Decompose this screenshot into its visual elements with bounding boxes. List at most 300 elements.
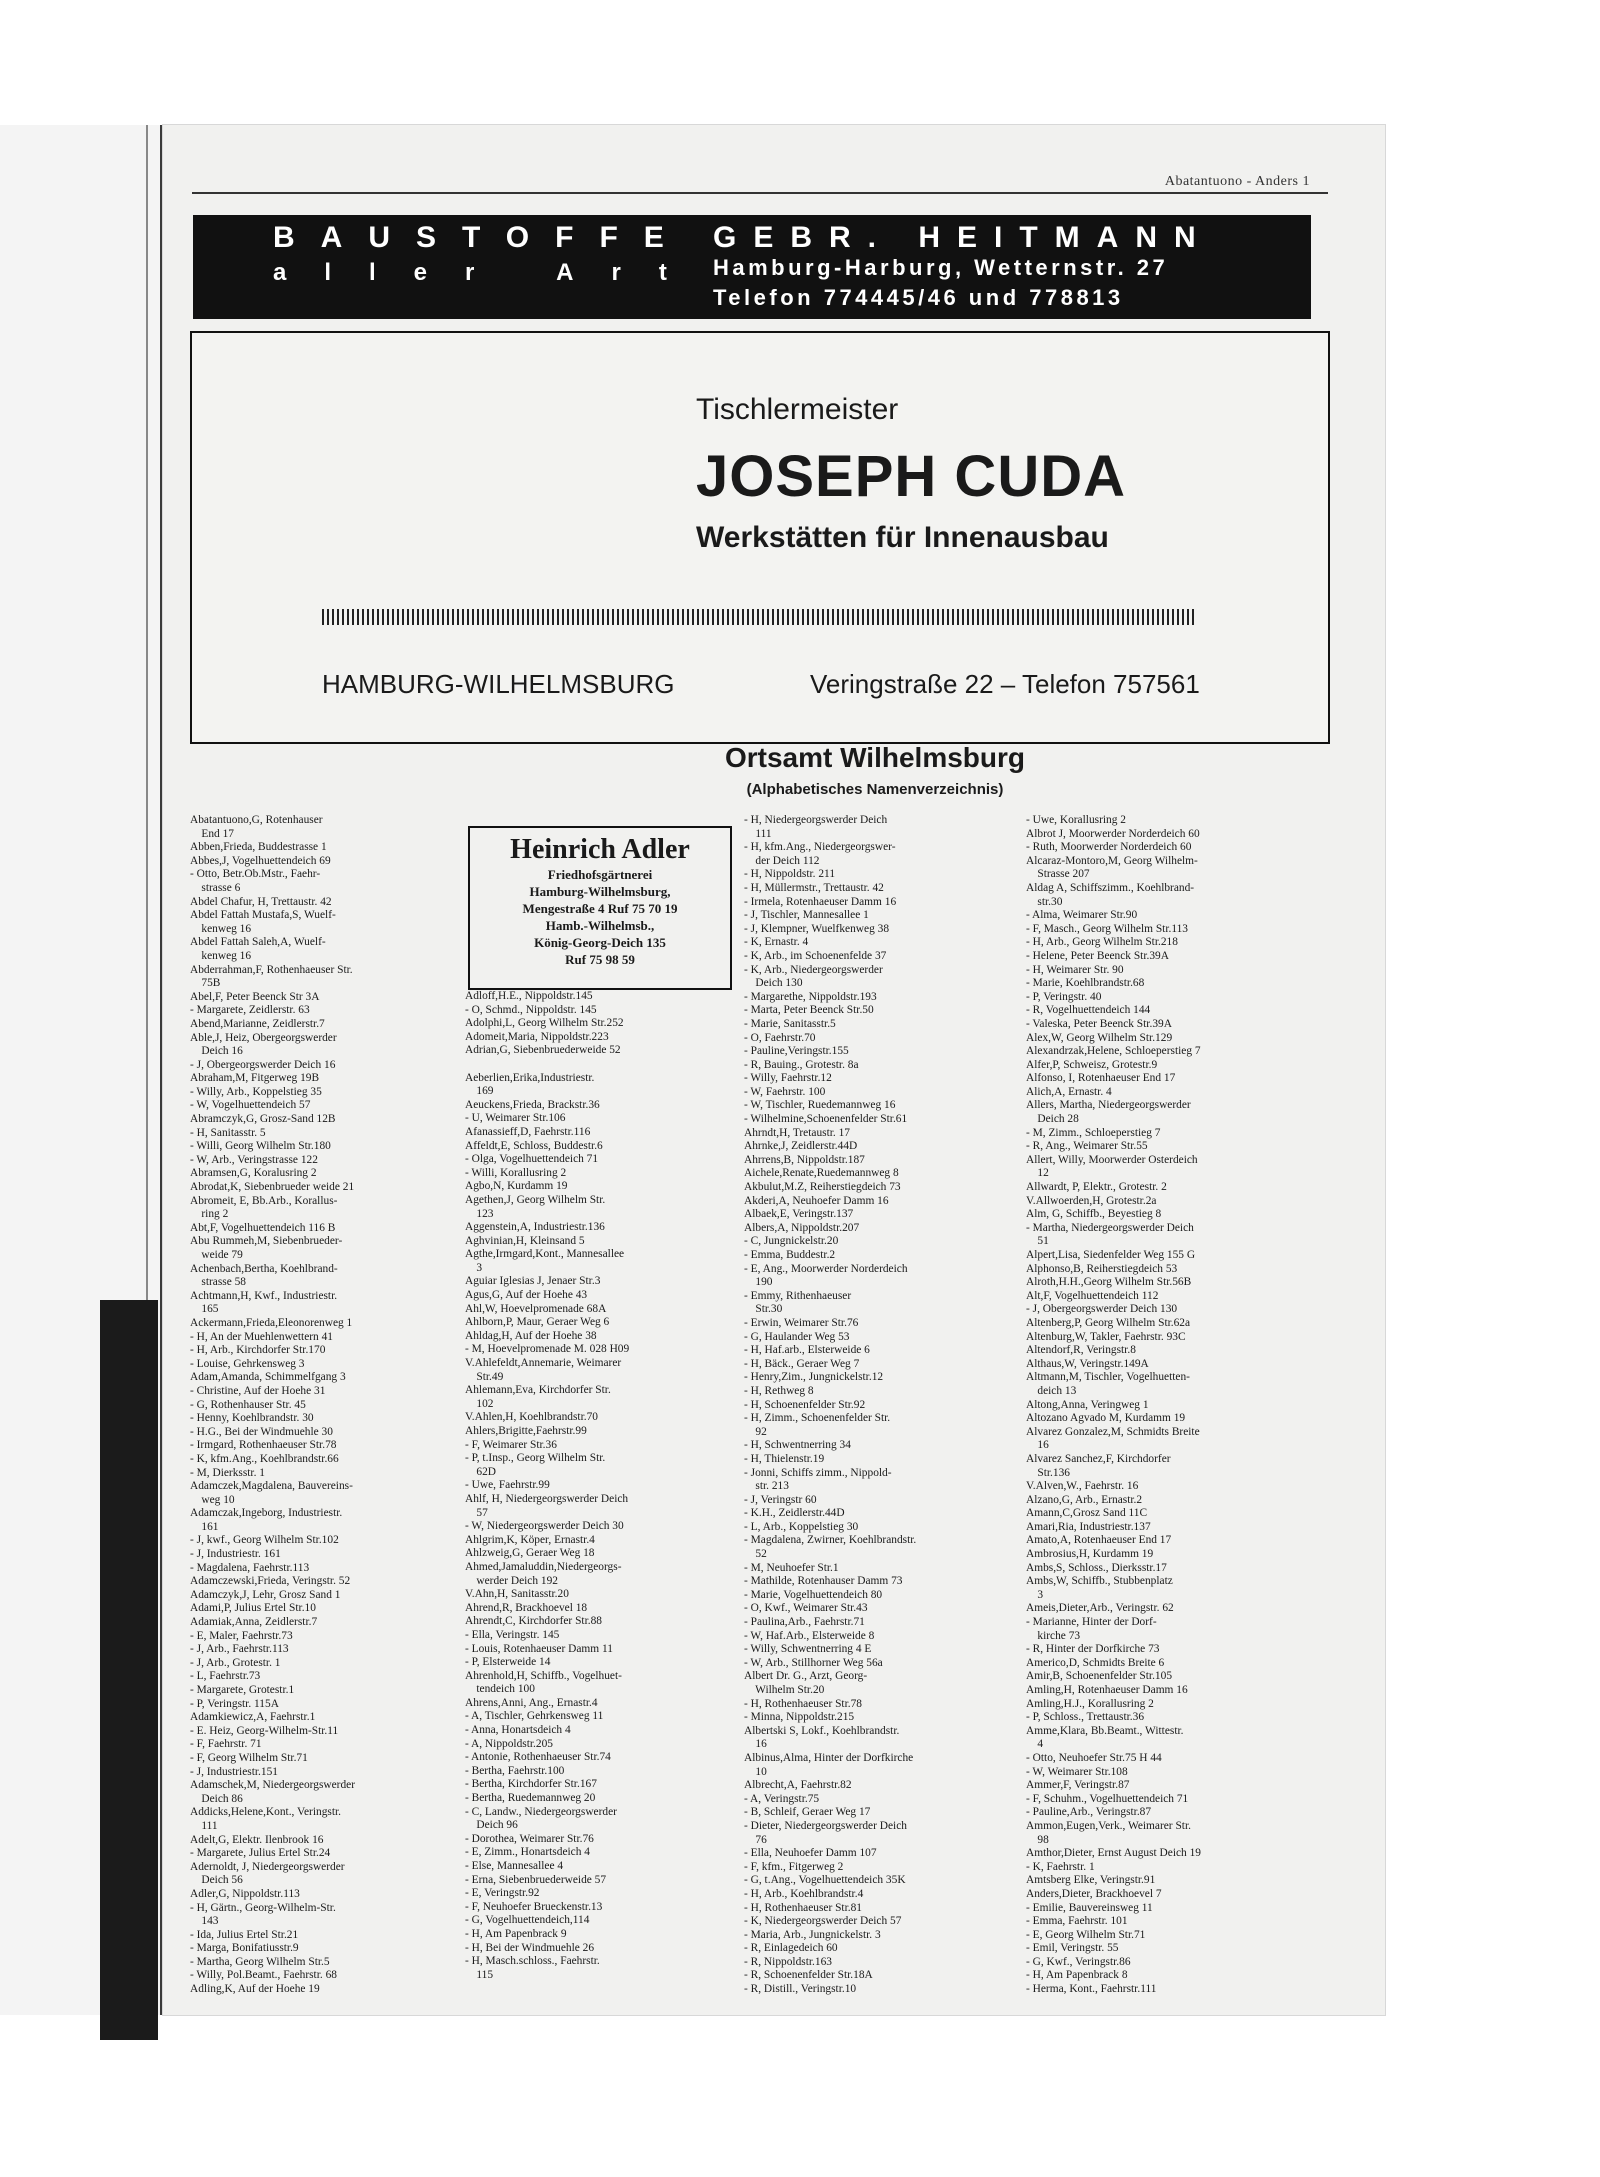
header-rule	[192, 192, 1328, 194]
directory-entry: Ahl,W, Hoevelpromenade 68A	[465, 1302, 607, 1315]
directory-entry: 12	[1026, 1167, 1049, 1180]
directory-entry: - Ella, Veringstr. 145	[465, 1628, 560, 1641]
adler-line: Hamburg-Wilhelmsburg,	[529, 884, 671, 899]
directory-entry: Adloff,H.E., Nippoldstr.145	[465, 990, 593, 1002]
cuda-description: Werkstätten für Innenausbau	[696, 521, 1109, 554]
directory-entry: Allwardt, P, Elektr., Grotestr. 2	[1026, 1181, 1167, 1194]
directory-entry: - P, Schloss., Trettaustr.36	[1026, 1711, 1145, 1724]
directory-entry: Ahrenhold,H, Schiffb., Vogelhuet-	[465, 1669, 622, 1682]
adler-advertisement	[468, 826, 732, 990]
directory-entry: Ahlers,Brigitte,Faehrstr.99	[465, 1425, 587, 1437]
banner-phone: Telefon 774445/46 und 778813	[713, 285, 1124, 310]
directory-entry: Allert, Willy, Moorwerder Osterdeich	[1026, 1153, 1198, 1166]
directory-entry: - Minna, Nippoldstr.215	[744, 1711, 855, 1724]
directory-entry: Abdel Chafur, H, Trettaustr. 42	[190, 895, 332, 908]
directory-entry: Adamczak,Ingeborg, Industriestr.	[190, 1507, 343, 1520]
directory-entry: Anders,Dieter, Brackhoevel 7	[1026, 1887, 1162, 1900]
directory-entry: Ackermann,Frieda,Eleonorenweg 1	[190, 1316, 353, 1329]
directory-entry: Adamkiewicz,A, Faehrstr.1	[190, 1711, 316, 1724]
directory-entry: - H, Rothenhaeuser Str.78	[744, 1697, 862, 1710]
directory-entry: V.Ahlefeldt,Annemarie, Weimarer	[465, 1357, 622, 1370]
directory-entry: - E, Zimm., Honartsdeich 4	[465, 1846, 590, 1859]
directory-entry: - Valeska, Peter Beenck Str.39A	[1026, 1017, 1172, 1030]
directory-entry: - R, Schoenenfelder Str.18A	[744, 1969, 873, 1982]
banner-address: Hamburg-Harburg, Wetternstr. 27	[713, 255, 1169, 280]
directory-entry: - H, Schwentnerring 34	[744, 1439, 851, 1452]
directory-entry	[465, 1058, 735, 1072]
directory-entry: - Pauline,Veringstr.155	[744, 1045, 849, 1058]
banner-left-line1: BAUSTOFFE	[273, 221, 690, 254]
adler-line: Hamb.-Wilhelmsb.,	[545, 918, 655, 933]
directory-entry: Altong,Anna, Veringweg 1	[1026, 1398, 1149, 1411]
adler-line: Friedhofsgärtnerei	[547, 867, 653, 882]
cuda-address: Veringstraße 22 – Telefon 757561	[810, 669, 1200, 699]
directory-entry: Str.30	[744, 1303, 783, 1316]
directory-entry: - L, Arb., Koppelstieg 30	[744, 1520, 859, 1533]
directory-entry: Agbo,N, Kurdamm 19	[465, 1180, 568, 1193]
directory-entry: Ambs,S, Schloss., Dierksstr.17	[1026, 1561, 1167, 1574]
directory-entry: - Dorothea, Weimarer Str.76	[465, 1832, 594, 1845]
directory-entry: kirche 73	[1026, 1629, 1081, 1642]
directory-entry: - H, Rothenhaeuser Str.81	[744, 1901, 862, 1914]
directory-entry: Albers,A, Nippoldstr.207	[744, 1221, 860, 1234]
directory-entry: - H, Am Papenbrack 8	[1026, 1969, 1128, 1982]
directory-entry: - Emil, Veringstr. 55	[1026, 1942, 1119, 1955]
book-binding-shadow	[100, 1300, 158, 2040]
directory-entry: - F, Neuhoefer Brueckenstr.13	[465, 1900, 603, 1913]
cuda-city: HAMBURG-WILHELMSBURG	[322, 669, 675, 699]
directory-entry: 165	[190, 1303, 219, 1316]
directory-entry: Agethen,J, Georg Wilhelm Str.	[465, 1193, 606, 1206]
directory-entry: - E. Heiz, Georg-Wilhelm-Str.11	[190, 1724, 339, 1737]
directory-entry: Albrot J, Moorwerder Norderdeich 60	[1026, 827, 1200, 840]
directory-entry: - J, Obergeorgswerder Deich 130	[1026, 1303, 1178, 1316]
directory-entry: - Bertha, Kirchdorfer Str.167	[465, 1778, 597, 1791]
directory-entry: - Otto, Betr.Ob.Mstr., Faehr-	[190, 868, 321, 881]
cuda-name: JOSEPH CUDA	[696, 444, 1126, 509]
directory-entry: - J, Industriestr.151	[190, 1765, 278, 1778]
directory-entry: Ambs,W, Schiffb., Stubbenplatz	[1026, 1575, 1173, 1588]
directory-entry: - H, Arb., Kirchdorfer Str.170	[190, 1344, 326, 1357]
directory-entry: Alt,F, Vogelhuettendeich 112	[1026, 1289, 1159, 1302]
directory-entry: - Henny, Koehlbrandstr. 30	[190, 1412, 314, 1425]
directory-entry: - H, Arb., Georg Wilhelm Str.218	[1026, 936, 1178, 949]
directory-entry: Str.136	[1026, 1466, 1070, 1479]
directory-entry: Ahlf, H, Niedergeorgswerder Deich	[465, 1492, 629, 1505]
directory-entry: - L, Faehrstr.73	[190, 1670, 261, 1683]
directory-entry: Ambrosius,H, Kurdamm 19	[1026, 1548, 1154, 1561]
directory-entry: - Jonni, Schiffs zimm., Nippold-	[744, 1466, 892, 1479]
directory-entry: 111	[190, 1819, 218, 1832]
directory-entry: - Otto, Neuhoefer Str.75 H 44	[1026, 1751, 1162, 1764]
adler-name: Heinrich Adler	[510, 834, 690, 865]
directory-entry: str. 213	[744, 1480, 789, 1493]
directory-entry: Afanassieff,D, Faehrstr.116	[465, 1125, 591, 1138]
directory-entry: Adamczewski,Frieda, Veringstr. 52	[190, 1575, 351, 1588]
directory-entry: Albaek,E, Veringstr.137	[744, 1208, 854, 1221]
directory-entry: - A, Nippoldstr.205	[465, 1737, 553, 1750]
directory-entry: 75B	[190, 977, 221, 990]
directory-entry: - O, Kwf., Weimarer Str.43	[744, 1602, 868, 1615]
directory-entry: strasse 58	[190, 1276, 246, 1289]
directory-entry: Amling,H, Rotenhaeuser Damm 16	[1026, 1684, 1188, 1696]
directory-entry: Aichele,Renate,Ruedemannweg 8	[744, 1167, 899, 1180]
directory-entry: 4	[1026, 1738, 1044, 1751]
directory-entry: - J, Obergeorgswerder Deich 16	[190, 1058, 336, 1071]
directory-entry: Alich,A, Ernastr. 4	[1026, 1085, 1112, 1098]
directory-entry: - H, Sanitasstr. 5	[190, 1126, 266, 1139]
directory-entry: - Else, Mannesallee 4	[465, 1860, 564, 1872]
directory-entry: Ahlemann,Eva, Kirchdorfer Str.	[465, 1384, 611, 1397]
directory-entry: weide 79	[190, 1249, 243, 1261]
directory-entry: - Helene, Peter Beenck Str.39A	[1026, 949, 1169, 962]
directory-entry: - Willy, Schwentnerring 4 E	[744, 1643, 872, 1656]
directory-entry: 169	[465, 1085, 494, 1098]
directory-entry: - A, Veringstr.75	[744, 1792, 820, 1805]
directory-entry: - Erna, Siebenbruederweide 57	[465, 1873, 607, 1886]
directory-entry: - H, Rethweg 8	[744, 1384, 814, 1397]
directory-entry: - K.H., Zeidlerstr.44D	[744, 1507, 845, 1520]
directory-entry: - J, Industriestr. 161	[190, 1548, 281, 1561]
directory-entry: - P, t.Insp., Georg Wilhelm Str.	[465, 1452, 606, 1465]
directory-entry: - Bertha, Ruedemannweg 20	[465, 1792, 596, 1805]
directory-entry: Amann,C,Grosz Sand 11C	[1026, 1507, 1148, 1520]
adler-line: Mengestraße 4 Ruf 75 70 19	[522, 901, 678, 916]
directory-entry: Deich 96	[465, 1819, 518, 1832]
directory-entry: Amir,B, Schoenenfelder Str.105	[1026, 1670, 1173, 1683]
directory-entry: - G, Rothenhauser Str. 45	[190, 1398, 306, 1411]
directory-entry: - H, Haf.arb., Elsterweide 6	[744, 1344, 870, 1357]
directory-entry: Abderrahman,F, Rothenhaeuser Str.	[190, 963, 353, 976]
directory-entry: Albrecht,A, Faehrstr.82	[744, 1779, 852, 1792]
directory-entry: Agthe,Irmgard,Kont., Mannesallee	[465, 1248, 625, 1261]
directory-entry: Aghvinian,H, Kleinsand 5	[465, 1234, 585, 1247]
directory-entry: - Alma, Weimarer Str.90	[1026, 909, 1138, 922]
directory-entry: Str.49	[465, 1370, 504, 1383]
directory-entry: - M, Hoevelpromenade M. 028 H09	[465, 1343, 630, 1356]
directory-entry: 3	[1026, 1588, 1044, 1601]
directory-entry: - Mathilde, Rotenhauser Damm 73	[744, 1575, 903, 1588]
directory-entry: - J, Arb., Grotestr. 1	[190, 1656, 281, 1669]
directory-entry: - H, kfm.Ang., Niedergeorgswer-	[744, 841, 896, 854]
cuda-subtitle: Tischlermeister	[696, 393, 899, 426]
directory-entry: Adling,K, Auf der Hoehe 19	[190, 1983, 320, 1996]
directory-entry: - J, Arb., Faehrstr.113	[190, 1643, 289, 1656]
directory-entry: 123	[465, 1207, 494, 1220]
directory-entry: Abrodat,K, Siebenbrueder weide 21	[190, 1181, 355, 1194]
directory-entry: V.Ahlen,H, Koehlbrandstr.70	[465, 1411, 598, 1424]
directory-entry: Allers, Martha, Niedergeorgswerder	[1026, 1099, 1191, 1112]
cuda-advertisement	[190, 331, 1330, 744]
directory-entry: Adolphi,L, Georg Wilhelm Str.252	[465, 1017, 624, 1030]
directory-entry: Abramczyk,G, Grosz-Sand 12B	[190, 1113, 336, 1126]
directory-entry: Adomeit,Maria, Nippoldstr.223	[465, 1030, 609, 1043]
directory-entry: - E, Veringstr.92	[465, 1887, 540, 1900]
directory-entry: Abel,F, Peter Beenck Str 3A	[190, 990, 320, 1003]
directory-entry: ring 2	[190, 1208, 229, 1221]
directory-entry: - O, Faehrstr.70	[744, 1031, 816, 1044]
directory-entry: Deich 56	[190, 1874, 243, 1887]
directory-entry: der Deich 112	[744, 854, 820, 867]
directory-entry: Able,J, Heiz, Obergeorgswerder	[190, 1031, 337, 1044]
directory-entry: - E, Georg Wilhelm Str.71	[1026, 1928, 1146, 1941]
directory-entry: 76	[744, 1833, 767, 1846]
section-title: Ortsamt Wilhelmsburg	[724, 742, 1025, 773]
directory-entry: - F, Georg Wilhelm Str.71	[190, 1751, 308, 1764]
directory-entry: 115	[465, 1968, 494, 1981]
directory-entry: Ahldag,H, Auf der Hoehe 38	[465, 1329, 597, 1342]
directory-entry: - Emma, Buddestr.2	[744, 1249, 836, 1261]
directory-entry: Strasse 207	[1026, 868, 1090, 881]
directory-entry: 57	[465, 1506, 488, 1519]
directory-entry: Abu Rummeh,M, Siebenbrueder-	[190, 1235, 343, 1248]
directory-entry: - G, Vogelhuettendeich,114	[465, 1914, 590, 1927]
directory-entry: - M, Zimm., Schloeperstieg 7	[1026, 1126, 1161, 1139]
directory-entry: Altenberg,P, Georg Wilhelm Str.62a	[1026, 1316, 1191, 1329]
directory-entry: - Irmgard, Rothenhaeuser Str.78	[190, 1439, 337, 1452]
banner-company: GEBR. HEITMANN	[713, 221, 1213, 254]
directory-entry: - Margarethe, Nippoldstr.193	[744, 990, 877, 1003]
directory-entry: 143	[190, 1915, 219, 1928]
directory-entry: weg 10	[190, 1493, 235, 1506]
directory-entry: Aldag A, Schiffszimm., Koehlbrand-	[1026, 881, 1195, 894]
directory-entry: - R, Distill., Veringstr.10	[744, 1983, 857, 1996]
directory-entry: Amling,H.J., Korallusring 2	[1026, 1697, 1154, 1710]
directory-entry: Agus,G, Auf der Hoehe 43	[465, 1289, 588, 1302]
directory-entry: - Irmela, Rotenhaeuser Damm 16	[744, 895, 897, 908]
directory-entry: 190	[744, 1276, 773, 1289]
directory-entry: - Margarete, Grotestr.1	[190, 1684, 295, 1696]
directory-entry: - G, Haulander Weg 53	[744, 1330, 850, 1343]
directory-entry: Ahrnke,J, Zeidlerstr.44D	[744, 1140, 858, 1153]
directory-entry: - Willy, Arb., Koppelstieg 35	[190, 1085, 322, 1098]
directory-entry: 62D	[465, 1465, 497, 1478]
directory-entry: - Willy, Faehrstr.12	[744, 1072, 832, 1085]
directory-entry: Adernoldt, J, Niedergeorgswerder	[190, 1860, 345, 1873]
directory-entry: - U, Weimarer Str.106	[465, 1112, 566, 1125]
directory-entry: Adami,P, Julius Ertel Str.10	[190, 1602, 316, 1615]
directory-entry: Ahrndt,H, Tretaustr. 17	[744, 1126, 851, 1139]
directory-entry: - B, Schleif, Geraer Weg 17	[744, 1806, 871, 1819]
directory-entry: - W, Arb., Stillhorner Weg 56a	[744, 1656, 883, 1669]
directory-column-1	[190, 814, 425, 1997]
directory-entry: Ahlzweig,G, Geraer Weg 18	[465, 1547, 595, 1560]
directory-entry: - W, Haf.Arb., Elsterweide 8	[744, 1629, 875, 1642]
directory-entry: - R, Vogelhuettendeich 144	[1026, 1004, 1151, 1017]
cuda-decorative-rule	[322, 609, 1194, 625]
directory-entry: 161	[190, 1520, 219, 1533]
directory-entry: tendeich 100	[465, 1683, 535, 1696]
directory-entry: Alcaraz-Montoro,M, Georg Wilhelm-	[1026, 854, 1198, 867]
directory-entry: 10	[744, 1765, 767, 1778]
directory-entry: Altendorf,R, Veringstr.8	[1026, 1344, 1136, 1357]
directory-entry: Deich 86	[190, 1792, 243, 1805]
directory-entry: - R, Einlagedeich 60	[744, 1942, 838, 1955]
directory-entry: - H, Weimarer Str. 90	[1026, 963, 1124, 976]
directory-entry: V.Allwoerden,H, Grotestr.2a	[1026, 1194, 1157, 1207]
directory-entry: - H, Schoenenfelder Str.92	[744, 1398, 866, 1411]
directory-entry: - G, Kwf., Veringstr.86	[1026, 1955, 1131, 1968]
directory-entry: 3	[465, 1261, 483, 1274]
directory-entry: Abt,F, Vogelhuettendeich 116 B	[190, 1221, 336, 1234]
directory-entry: - Martha, Georg Wilhelm Str.5	[190, 1955, 330, 1968]
directory-entry: - Wilhelmine,Schoenenfelder Str.61	[744, 1113, 908, 1126]
directory-entry: - Dieter, Niedergeorgswerder Deich	[744, 1819, 907, 1832]
directory-entry: - Emilie, Bauvereinsweg 11	[1026, 1901, 1153, 1914]
directory-entry: - Marie, Sanitasstr.5	[744, 1017, 836, 1030]
directory-entry: - Maria, Arb., Jungnickelstr. 3	[744, 1928, 881, 1941]
directory-entry: Abdel Fattah Saleh,A, Wuelf-	[190, 936, 326, 949]
directory-entry: Addicks,Helene,Kont., Veringstr.	[190, 1806, 342, 1819]
directory-entry: Achenbach,Bertha, Koehlbrand-	[190, 1262, 338, 1275]
directory-column-2	[465, 990, 735, 1982]
directory-entry: - J, kwf., Georg Wilhelm Str.102	[190, 1534, 339, 1547]
directory-entry: Ahrrens,B, Nippoldstr.187	[744, 1153, 865, 1166]
directory-entry: - E, Ang., Moorwerder Norderdeich	[744, 1262, 908, 1275]
directory-entry: - H.G., Bei der Windmuehle 30	[190, 1425, 333, 1438]
directory-entry: Ahrendt,C, Kirchdorfer Str.88	[465, 1615, 602, 1628]
banner-left-line2: aller Art	[273, 259, 705, 286]
directory-entry: - Louis, Rotenhaeuser Damm 11	[465, 1642, 613, 1655]
directory-entry: strasse 6	[190, 881, 241, 894]
directory-entry: Althaus,W, Veringstr.149A	[1026, 1357, 1149, 1370]
directory-entry: - C, Jungnickelstr.20	[744, 1235, 839, 1248]
directory-column-4	[1026, 814, 1308, 1997]
directory-entry: Deich 28	[1026, 1113, 1079, 1126]
directory-entry: V.Alven,W., Faehrstr. 16	[1026, 1480, 1139, 1493]
directory-entry: str.30	[1026, 895, 1063, 908]
directory-entry: Aeberlien,Erika,Industriestr.	[465, 1071, 595, 1084]
directory-entry: Affeldt,E, Schloss, Buddestr.6	[465, 1139, 603, 1152]
directory-entry: - H, Gärtn., Georg-Wilhelm-Str.	[190, 1901, 336, 1914]
directory-entry: - H, Müllermstr., Trettaustr. 42	[744, 881, 884, 894]
directory-entry: - R, Hinter der Dorfkirche 73	[1026, 1643, 1160, 1656]
directory-entry: kenweg 16	[190, 949, 252, 962]
directory-entry: - W, Weimarer Str.108	[1026, 1765, 1128, 1778]
directory-entry: End 17	[190, 827, 234, 840]
directory-entry: 16	[744, 1738, 767, 1751]
directory-entry: - Pauline,Arb., Veringstr.87	[1026, 1806, 1152, 1819]
directory-entry: - Martha, Niedergeorgswerder Deich	[1026, 1221, 1194, 1234]
directory-entry: 52	[744, 1548, 767, 1561]
directory-entry: - Marta, Peter Beenck Str.50	[744, 1004, 874, 1017]
directory-entry: - G, t.Ang., Vogelhuettendeich 35K	[744, 1874, 906, 1887]
directory-entry: - Herma, Kont., Faehrstr.111	[1026, 1983, 1157, 1996]
directory-entry: - F, kfm., Fitgerweg 2	[744, 1860, 844, 1873]
directory-entry: - F, Masch., Georg Wilhelm Str.113	[1026, 922, 1188, 935]
directory-entry: - H, Niedergeorgswerder Deich	[744, 814, 888, 826]
directory-entry: Ahrend,R, Brackhoevel 18	[465, 1601, 588, 1614]
running-head: Abatantuono - Anders 1	[1164, 174, 1310, 189]
directory-entry: Alfer,P, Schweisz, Grotestr.9	[1026, 1058, 1158, 1071]
directory-entry: - M, Dierksstr. 1	[190, 1466, 265, 1479]
directory-entry: Amme,Klara, Bb.Beamt., Wittestr.	[1026, 1724, 1184, 1737]
directory-entry: - H, Bei der Windmuehle 26	[465, 1941, 595, 1954]
directory-entry: V.Ahn,H, Sanitasstr.20	[465, 1588, 569, 1601]
directory-entry: - Ruth, Moorwerder Norderdeich 60	[1026, 841, 1192, 854]
directory-entry: - H, Nippoldstr. 211	[744, 868, 836, 881]
directory-entry: - F, Schuhm., Vogelhuettendeich 71	[1026, 1792, 1189, 1805]
directory-entry: - W, Faehrstr. 100	[744, 1085, 826, 1098]
directory-entry: - C, Landw., Niedergeorgswerder	[465, 1805, 617, 1818]
directory-entry: Adamczek,Magdalena, Bauvereins-	[190, 1480, 353, 1493]
directory-entry: Adrian,G, Siebenbruederweide 52	[465, 1044, 621, 1057]
directory-entry: - Willi, Georg Wilhelm Str.180	[190, 1140, 331, 1153]
directory-entry: Albertski S, Lokf., Koehlbrandstr.	[744, 1724, 900, 1737]
directory-entry: - Uwe, Korallusring 2	[1026, 814, 1126, 826]
directory-entry: Alexandrzak,Helene, Schloeperstieg 7	[1026, 1045, 1201, 1058]
directory-entry: Alzano,G, Arb., Ernastr.2	[1026, 1493, 1143, 1506]
directory-entry: - Olga, Vogelhuettendeich 71	[465, 1153, 599, 1166]
directory-entry: Ahlgrim,K, Köper, Ernastr.4	[465, 1533, 595, 1546]
directory-entry: kenweg 16	[190, 922, 252, 935]
directory-column-3	[744, 814, 1004, 1997]
directory-entry: - A, Tischler, Gehrkensweg 11	[465, 1710, 604, 1723]
directory-entry: - Ella, Neuhoefer Damm 107	[744, 1847, 877, 1860]
directory-entry: - H, Zimm., Schoenenfelder Str.	[744, 1412, 891, 1425]
directory-entry: - Emma, Faehrstr. 101	[1026, 1915, 1128, 1928]
directory-entry: Deich 16	[190, 1045, 243, 1058]
directory-entry: Abatantuono,G, Rotenhauser	[190, 814, 323, 826]
section-subtitle: (Alphabetisches Namenverzeichnis)	[746, 781, 1004, 798]
directory-entry: - W, Tischler, Ruedemannweg 16	[744, 1099, 896, 1112]
directory-entry: Abdel Fattah Mustafa,S, Wuelf-	[190, 909, 336, 922]
directory-entry: Alm, G, Schiffb., Beyestieg 8	[1026, 1208, 1162, 1221]
directory-entry: 92	[744, 1425, 767, 1438]
directory-entry: Altmann,M, Tischler, Vogelhuetten-	[1026, 1371, 1190, 1384]
directory-entry: Ahmed,Jamaluddin,Niedergeorgs-	[465, 1560, 622, 1573]
directory-entry: Amtsberg Elke, Veringstr.91	[1026, 1874, 1156, 1887]
directory-entry: - K, Niedergeorgswerder Deich 57	[744, 1915, 902, 1928]
directory-entry: Aeuckens,Frieda, Brackstr.36	[465, 1098, 600, 1111]
directory-entry: - Magdalena, Faehrstr.113	[190, 1561, 310, 1574]
directory-entry: - R, Ang., Weimarer Str.55	[1026, 1140, 1148, 1153]
directory-entry: - Henry,Zim., Jungnickelstr.12	[744, 1371, 884, 1384]
directory-entry: Ammer,F, Veringstr.87	[1026, 1779, 1130, 1792]
adler-line: König-Georg-Deich 135	[534, 935, 666, 950]
directory-entry: - K, Arb., im Schoenenfelde 37	[744, 949, 887, 962]
directory-entry: - Margarete, Zeidlerstr. 63	[190, 1004, 310, 1017]
directory-entry: - Christine, Auf der Hoehe 31	[190, 1384, 326, 1397]
directory-entry: - F, Faehrstr. 71	[190, 1738, 262, 1751]
directory-entry: Albert Dr. G., Arzt, Georg-	[744, 1670, 868, 1683]
directory-entry: - H, Masch.schloss., Faehrstr.	[465, 1955, 600, 1968]
directory-entry: - J, Tischler, Mannesallee 1	[744, 909, 869, 922]
directory-entry: - Antonie, Rothenhaeuser Str.74	[465, 1751, 611, 1764]
directory-entry: Alroth,H.H.,Georg Wilhelm Str.56B	[1026, 1276, 1192, 1289]
directory-entry: Abramsen,G, Koralusring 2	[190, 1167, 317, 1180]
directory-entry: Alfonso, I, Rotenhaeuser End 17	[1026, 1072, 1176, 1085]
heitmann-ad-banner	[193, 215, 1311, 319]
directory-entry: Adelt,G, Elektr. Ilenbrook 16	[190, 1833, 324, 1846]
directory-entry: 111	[744, 827, 772, 840]
directory-entry: Albinus,Alma, Hinter der Dorfkirche	[744, 1751, 914, 1764]
directory-entry: - Ida, Julius Ertel Str.21	[190, 1928, 299, 1941]
directory-entry: Adamczyk,J, Lehr, Grosz Sand 1	[190, 1588, 341, 1601]
directory-entry: - Magdalena, Zwirner, Koehlbrandstr.	[744, 1534, 917, 1547]
directory-entry: - Marianne, Hinter der Dorf-	[1026, 1616, 1157, 1629]
directory-entry: - Willi, Korallusring 2	[465, 1166, 567, 1179]
directory-entry: - K, Arb., Niedergeorgswerder	[744, 963, 883, 976]
directory-entry: - Erwin, Weimarer Str.76	[744, 1316, 859, 1329]
directory-entry: - W, Vogelhuettendeich 57	[190, 1099, 311, 1112]
directory-entry: Abromeit, E, Bb.Arb., Korallus-	[190, 1194, 338, 1207]
directory-entry: 98	[1026, 1833, 1049, 1846]
directory-entry: - Bertha, Faehrstr.100	[465, 1764, 565, 1777]
directory-entry: - W, Niedergeorgswerder Deich 30	[465, 1520, 624, 1533]
directory-entry: Aggenstein,A, Industriestr.136	[465, 1221, 605, 1234]
directory-entry: Adamiak,Anna, Zeidlerstr.7	[190, 1616, 318, 1629]
